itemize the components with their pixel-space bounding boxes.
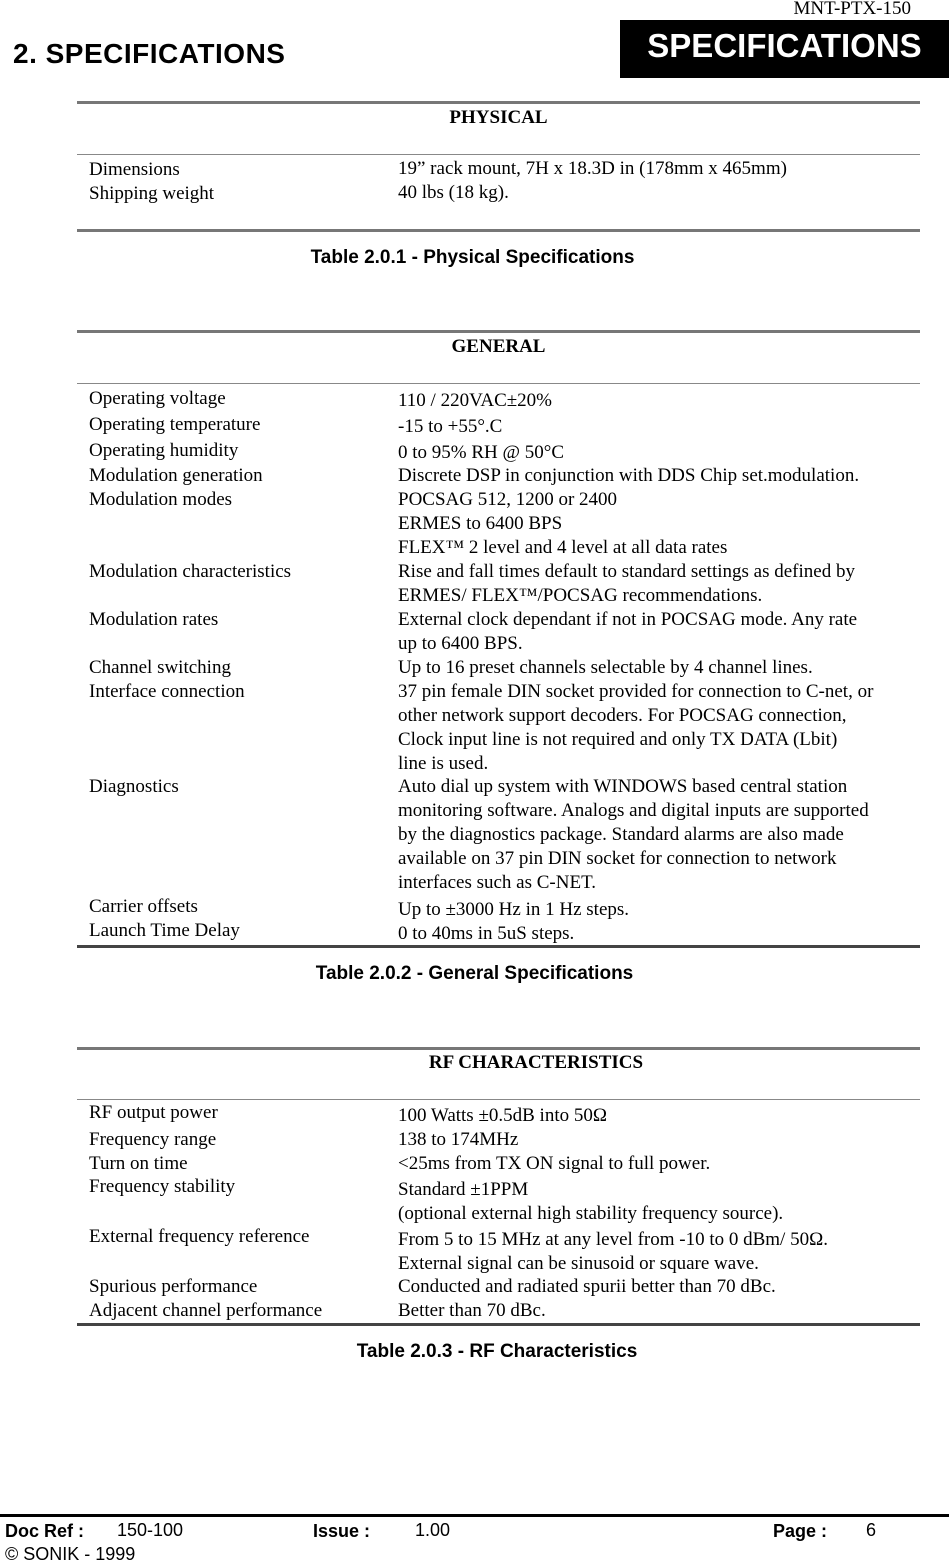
spec-label: Channel switching <box>89 657 231 678</box>
issue-value: 1.00 <box>415 1520 451 1540</box>
spec-label: Diagnostics <box>89 776 179 797</box>
spec-label: Operating temperature <box>89 414 261 435</box>
spec-value: 37 pin female DIN socket provided for connection to C-net, or other network support decoders. For POCSAG connection, Clock input line is not required and only TX DATA (Lbit) line is used. <box>398 681 874 774</box>
spec-label: Dimensions <box>89 159 180 180</box>
spec-value: 40 lbs (18 kg). <box>398 182 509 203</box>
spec-label: Turn on time <box>89 1153 188 1174</box>
spec-value: 19” rack mount, 7H x 18.3D in (178mm x 465mm) <box>398 158 787 179</box>
spec-label: Shipping weight <box>89 183 215 204</box>
spec-label: External frequency reference <box>89 1226 310 1247</box>
copyright: © SONIK - 1999 <box>5 1544 136 1564</box>
spec-value: Standard ±1PPM (optional external high stability frequency source). <box>398 1179 784 1224</box>
page-label: Page : <box>773 1521 828 1541</box>
issue-label: Issue : <box>313 1521 371 1541</box>
spec-value: Discrete DSP in conjunction with DDS Chip set.modulation. <box>398 465 860 486</box>
spec-label: Carrier offsets <box>89 896 198 917</box>
spec-label: Modulation modes <box>89 489 233 510</box>
spec-label: Operating voltage <box>89 388 226 409</box>
table-bottom-rule <box>77 229 920 232</box>
table-caption: Table 2.0.2 - General Specifications <box>315 963 634 984</box>
physical-heading: PHYSICAL <box>449 107 548 128</box>
spec-label: Interface connection <box>89 681 245 702</box>
spec-label: Spurious performance <box>89 1276 258 1297</box>
table-top-rule <box>77 1047 920 1050</box>
general-heading: GENERAL <box>451 336 546 357</box>
spec-label: RF output power <box>89 1102 218 1123</box>
table-header-rule <box>77 383 920 384</box>
section-banner: SPECIFICATIONS <box>620 20 949 78</box>
spec-value: From 5 to 15 MHz at any level from -10 to 0 dBm/ 50Ω. External signal can be sinusoid or square wave. <box>398 1229 828 1274</box>
spec-label: Operating humidity <box>89 440 239 461</box>
table-caption: Table 2.0.3 - RF Characteristics <box>356 1341 638 1362</box>
table-bottom-rule <box>77 1323 920 1326</box>
spec-value: Conducted and radiated spurii better than 70 dBc. <box>398 1276 776 1297</box>
spec-label: Adjacent channel performance <box>89 1300 323 1321</box>
spec-label: Frequency stability <box>89 1176 236 1197</box>
spec-value: Better than 70 dBc. <box>398 1300 546 1321</box>
spec-value: Auto dial up system with WINDOWS based central station monitoring software. Analogs and digital inputs are supported by the diagnostics package. Standard alarms are also made available on 37 pin DIN socket for connection to network interfaces such as C-NET. <box>398 776 869 893</box>
section-title: 2. SPECIFICATIONS <box>13 38 286 69</box>
page-number: 6 <box>866 1520 877 1540</box>
spec-value: 110 / 220VAC±20% <box>398 390 552 411</box>
table-bottom-rule <box>77 945 920 948</box>
table-caption: Table 2.0.1 - Physical Specifications <box>310 247 635 268</box>
spec-label: Modulation generation <box>89 465 263 486</box>
spec-value: Up to 16 preset channels selectable by 4 channel lines. <box>398 657 813 678</box>
document-id: MNT-PTX-150 <box>793 0 911 19</box>
spec-value: External clock dependant if not in POCSAG mode. Any rate up to 6400 BPS. <box>398 609 858 654</box>
doc-ref-label: Doc Ref : <box>5 1521 85 1541</box>
table-top-rule <box>77 101 920 104</box>
spec-label: Modulation characteristics <box>89 561 292 582</box>
spec-value: 0 to 95% RH @ 50°C <box>398 442 565 463</box>
table-header-rule <box>77 1099 920 1100</box>
spec-value: <25ms from TX ON signal to full power. <box>398 1153 711 1174</box>
spec-value: 138 to 174MHz <box>398 1129 519 1150</box>
spec-label: Launch Time Delay <box>89 920 240 941</box>
spec-value: Rise and fall times default to standard settings as defined by ERMES/ FLEX™/POCSAG recommendations. <box>398 561 855 606</box>
table-header-rule <box>77 154 920 155</box>
spec-value: 0 to 40ms in 5uS steps. <box>398 923 575 944</box>
spec-value: POCSAG 512, 1200 or 2400 ERMES to 6400 BPS FLEX™ 2 level and 4 level at all data rates <box>398 489 728 558</box>
rf-heading: RF CHARACTERISTICS <box>428 1052 644 1073</box>
spec-value: Up to ±3000 Hz in 1 Hz steps. <box>398 899 630 920</box>
table-top-rule <box>77 330 920 333</box>
spec-value: -15 to +55°.C <box>398 416 503 437</box>
doc-ref-value: 150-100 <box>117 1520 184 1540</box>
footer-rule <box>0 1514 949 1517</box>
spec-label: Modulation rates <box>89 609 219 630</box>
spec-label: Frequency range <box>89 1129 217 1150</box>
spec-value: 100 Watts ±0.5dB into 50Ω <box>398 1105 607 1126</box>
